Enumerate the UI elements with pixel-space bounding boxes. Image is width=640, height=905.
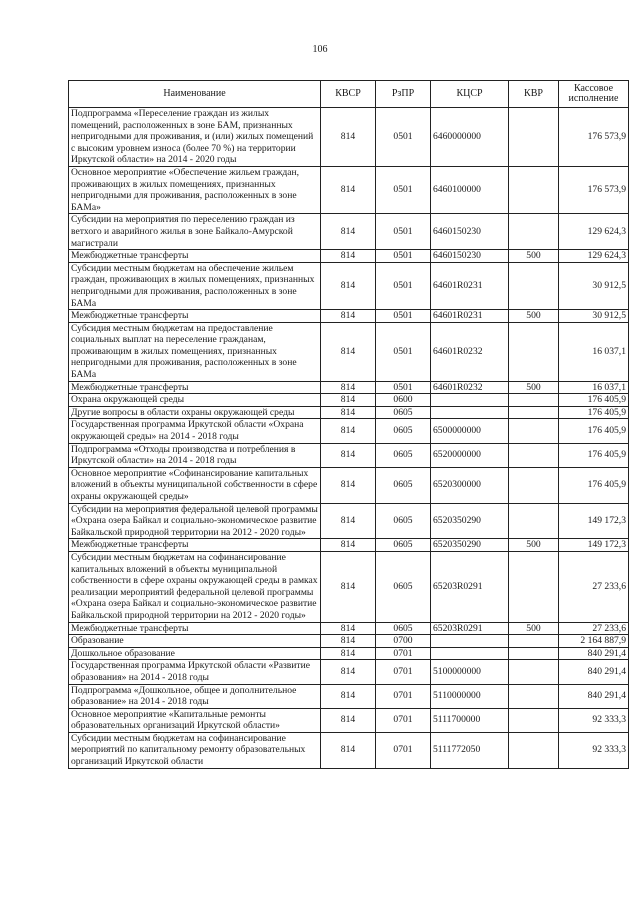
cell-rzpr: 0701 bbox=[376, 708, 431, 732]
cell-name: Субсидии на мероприятия по переселению граждан из ветхого и аварийного жилья в зоне Байкало-Амурской магистрали bbox=[69, 214, 321, 250]
cell-name: Образование bbox=[69, 635, 321, 648]
cell-amount: 176 573,9 bbox=[559, 108, 629, 167]
cell-rzpr: 0501 bbox=[376, 108, 431, 167]
cell-kvsr: 814 bbox=[321, 684, 376, 708]
cell-kcsr bbox=[431, 406, 509, 419]
cell-rzpr: 0501 bbox=[376, 322, 431, 381]
table-row bbox=[69, 622, 629, 635]
header-name: Наименование bbox=[69, 81, 321, 108]
cell-kvr bbox=[509, 108, 559, 167]
cell-rzpr: 0501 bbox=[376, 250, 431, 263]
cell-name: Другие вопросы в области охраны окружающей среды bbox=[69, 406, 321, 419]
cell-kcsr: 64601R0232 bbox=[431, 381, 509, 394]
table-row bbox=[69, 310, 629, 323]
cell-kvr bbox=[509, 419, 559, 443]
cell-rzpr: 0501 bbox=[376, 381, 431, 394]
cell-rzpr: 0605 bbox=[376, 406, 431, 419]
cell-rzpr: 0700 bbox=[376, 635, 431, 648]
budget-table bbox=[68, 80, 629, 769]
cell-kvr bbox=[509, 394, 559, 407]
cell-kcsr: 65203R0291 bbox=[431, 551, 509, 622]
cell-kvr bbox=[509, 647, 559, 660]
cell-kvr: 500 bbox=[509, 250, 559, 263]
cell-amount: 27 233,6 bbox=[559, 622, 629, 635]
cell-kvsr: 814 bbox=[321, 503, 376, 539]
cell-amount: 27 233,6 bbox=[559, 551, 629, 622]
cell-name: Подпрограмма «Отходы производства и потребления в Иркутской области» на 2014 - 2018 годы bbox=[69, 443, 321, 467]
table-row bbox=[69, 250, 629, 263]
cell-amount: 176 405,9 bbox=[559, 467, 629, 503]
table-row bbox=[69, 394, 629, 407]
table-row bbox=[69, 647, 629, 660]
cell-kvsr: 814 bbox=[321, 322, 376, 381]
cell-kvr bbox=[509, 732, 559, 768]
cell-name: Межбюджетные трансферты bbox=[69, 539, 321, 552]
cell-kvr bbox=[509, 684, 559, 708]
header-kcsr: КЦСР bbox=[431, 81, 509, 108]
table-row bbox=[69, 732, 629, 768]
cell-kvsr: 814 bbox=[321, 250, 376, 263]
cell-kcsr: 6500000000 bbox=[431, 419, 509, 443]
cell-kcsr: 5100000000 bbox=[431, 660, 509, 684]
cell-kcsr bbox=[431, 647, 509, 660]
cell-rzpr: 0701 bbox=[376, 684, 431, 708]
cell-kvr bbox=[509, 166, 559, 213]
cell-amount: 129 624,3 bbox=[559, 250, 629, 263]
cell-rzpr: 0605 bbox=[376, 419, 431, 443]
cell-kcsr: 6460100000 bbox=[431, 166, 509, 213]
cell-kvr: 500 bbox=[509, 539, 559, 552]
cell-kcsr: 64601R0231 bbox=[431, 262, 509, 309]
cell-rzpr: 0605 bbox=[376, 622, 431, 635]
cell-kvsr: 814 bbox=[321, 108, 376, 167]
cell-name: Государственная программа Иркутской области «Развитие образования» на 2014 - 2018 годы bbox=[69, 660, 321, 684]
cell-kvr bbox=[509, 503, 559, 539]
cell-amount: 149 172,3 bbox=[559, 503, 629, 539]
cell-name: Межбюджетные трансферты bbox=[69, 381, 321, 394]
cell-amount: 30 912,5 bbox=[559, 310, 629, 323]
cell-rzpr: 0605 bbox=[376, 551, 431, 622]
table-row bbox=[69, 166, 629, 213]
cell-rzpr: 0501 bbox=[376, 310, 431, 323]
page-number: 106 bbox=[312, 44, 328, 55]
cell-name: Основное мероприятие «Софинансирование капитальных вложений в объекты муниципальной собственности в сфере охраны окружающей среды» bbox=[69, 467, 321, 503]
cell-amount: 176 405,9 bbox=[559, 406, 629, 419]
cell-kcsr: 5111700000 bbox=[431, 708, 509, 732]
cell-kvsr: 814 bbox=[321, 310, 376, 323]
cell-name: Основное мероприятие «Капитальные ремонты образовательных организаций Иркутской области» bbox=[69, 708, 321, 732]
cell-kvsr: 814 bbox=[321, 262, 376, 309]
cell-name: Подпрограмма «Переселение граждан из жилых помещений, расположенных в зоне БАМ, признанных непригодными для проживания, и (или) жилых помещений с высоким уровнем износа (более 70 %) на территории Иркутской области» на 2014 - 2020 годы bbox=[69, 108, 321, 167]
table-row bbox=[69, 467, 629, 503]
cell-amount: 149 172,3 bbox=[559, 539, 629, 552]
header-kassa: Кассовое исполнение bbox=[559, 81, 629, 108]
cell-kcsr: 6520300000 bbox=[431, 467, 509, 503]
table-row bbox=[69, 322, 629, 381]
cell-kvsr: 814 bbox=[321, 708, 376, 732]
cell-name: Субсидии местным бюджетам на софинансирование мероприятий по капитальному ремонту образовательных организаций Иркутской области bbox=[69, 732, 321, 768]
cell-kvsr: 814 bbox=[321, 551, 376, 622]
cell-kvr: 500 bbox=[509, 310, 559, 323]
cell-rzpr: 0605 bbox=[376, 503, 431, 539]
cell-kcsr: 65203R0291 bbox=[431, 622, 509, 635]
cell-amount: 129 624,3 bbox=[559, 214, 629, 250]
cell-amount: 840 291,4 bbox=[559, 684, 629, 708]
cell-kvr bbox=[509, 467, 559, 503]
cell-amount: 176 405,9 bbox=[559, 443, 629, 467]
cell-kvsr: 814 bbox=[321, 622, 376, 635]
cell-rzpr: 0701 bbox=[376, 660, 431, 684]
cell-amount: 840 291,4 bbox=[559, 647, 629, 660]
cell-name: Субсидии местным бюджетам на софинансирование капитальных вложений в объекты муниципальной собственности в сфере охраны окружающей среды в рамках реализации мероприятий федеральной целевой программы «Охрана озера Байкал и социально-экономическое развитие Байкальской природной территории на 2012 - 2020 годы» bbox=[69, 551, 321, 622]
cell-kcsr bbox=[431, 394, 509, 407]
table-body bbox=[69, 108, 629, 769]
header-kvr: КВР bbox=[509, 81, 559, 108]
cell-kcsr: 6460150230 bbox=[431, 250, 509, 263]
cell-kvsr: 814 bbox=[321, 166, 376, 213]
cell-rzpr: 0501 bbox=[376, 262, 431, 309]
cell-amount: 92 333,3 bbox=[559, 708, 629, 732]
cell-name: Субсидии местным бюджетам на обеспечение жильем граждан, проживающих в жилых помещениях, признанных непригодными для проживания, расположенных в зоне БАМа bbox=[69, 262, 321, 309]
cell-name: Подпрограмма «Дошкольное, общее и дополнительное образование» на 2014 - 2018 годы bbox=[69, 684, 321, 708]
cell-amount: 176 405,9 bbox=[559, 394, 629, 407]
cell-kvsr: 814 bbox=[321, 635, 376, 648]
cell-kvsr: 814 bbox=[321, 539, 376, 552]
table-row bbox=[69, 262, 629, 309]
cell-amount: 840 291,4 bbox=[559, 660, 629, 684]
table-row bbox=[69, 503, 629, 539]
cell-kcsr: 6520000000 bbox=[431, 443, 509, 467]
cell-kvsr: 814 bbox=[321, 443, 376, 467]
cell-name: Охрана окружающей среды bbox=[69, 394, 321, 407]
cell-kcsr bbox=[431, 635, 509, 648]
cell-kvsr: 814 bbox=[321, 732, 376, 768]
table-row bbox=[69, 443, 629, 467]
cell-rzpr: 0701 bbox=[376, 647, 431, 660]
cell-rzpr: 0600 bbox=[376, 394, 431, 407]
table-row bbox=[69, 708, 629, 732]
cell-kvr: 500 bbox=[509, 381, 559, 394]
cell-amount: 92 333,3 bbox=[559, 732, 629, 768]
cell-amount: 16 037,1 bbox=[559, 322, 629, 381]
table-row bbox=[69, 419, 629, 443]
cell-rzpr: 0701 bbox=[376, 732, 431, 768]
table-row bbox=[69, 684, 629, 708]
cell-kcsr: 6460000000 bbox=[431, 108, 509, 167]
cell-name: Основное мероприятие «Обеспечение жильем граждан, проживающих в жилых помещениях, признанных непригодными для проживания, расположенных в зоне БАМа» bbox=[69, 166, 321, 213]
cell-kvr bbox=[509, 660, 559, 684]
table-row bbox=[69, 551, 629, 622]
cell-kvr bbox=[509, 406, 559, 419]
cell-amount: 176 405,9 bbox=[559, 419, 629, 443]
cell-kvsr: 814 bbox=[321, 394, 376, 407]
cell-amount: 176 573,9 bbox=[559, 166, 629, 213]
cell-kvsr: 814 bbox=[321, 214, 376, 250]
cell-kvr bbox=[509, 322, 559, 381]
cell-rzpr: 0605 bbox=[376, 539, 431, 552]
cell-name: Субсидия местным бюджетам на предоставление социальных выплат на переселение гражданам, проживающим в жилых помещениях, признанных непригодными для проживания, расположенных в зоне БАМа bbox=[69, 322, 321, 381]
cell-kvr bbox=[509, 262, 559, 309]
cell-amount: 16 037,1 bbox=[559, 381, 629, 394]
table-row bbox=[69, 635, 629, 648]
cell-amount: 30 912,5 bbox=[559, 262, 629, 309]
cell-kcsr: 64601R0232 bbox=[431, 322, 509, 381]
cell-rzpr: 0605 bbox=[376, 443, 431, 467]
cell-kvr bbox=[509, 635, 559, 648]
table-row bbox=[69, 406, 629, 419]
cell-kcsr: 6520350290 bbox=[431, 503, 509, 539]
cell-kcsr: 64601R0231 bbox=[431, 310, 509, 323]
cell-kcsr: 5110000000 bbox=[431, 684, 509, 708]
cell-name: Государственная программа Иркутской области «Охрана окружающей среды» на 2014 - 2018 годы bbox=[69, 419, 321, 443]
cell-name: Субсидии на мероприятия федеральной целевой программы «Охрана озера Байкал и социально-экономическое развитие Байкальской природной территории на 2012 - 2020 годы» bbox=[69, 503, 321, 539]
cell-kcsr: 6460150230 bbox=[431, 214, 509, 250]
cell-kvr bbox=[509, 551, 559, 622]
cell-name: Дошкольное образование bbox=[69, 647, 321, 660]
cell-rzpr: 0501 bbox=[376, 214, 431, 250]
cell-kvsr: 814 bbox=[321, 647, 376, 660]
cell-name: Межбюджетные трансферты bbox=[69, 310, 321, 323]
table-row bbox=[69, 381, 629, 394]
cell-kvr bbox=[509, 708, 559, 732]
header-kvsr: КВСР bbox=[321, 81, 376, 108]
cell-kvsr: 814 bbox=[321, 419, 376, 443]
table-header-row bbox=[69, 81, 629, 108]
header-rzpr: РзПР bbox=[376, 81, 431, 108]
cell-kvsr: 814 bbox=[321, 660, 376, 684]
cell-kcsr: 6520350290 bbox=[431, 539, 509, 552]
cell-kvr: 500 bbox=[509, 622, 559, 635]
table-row bbox=[69, 214, 629, 250]
cell-rzpr: 0605 bbox=[376, 467, 431, 503]
cell-rzpr: 0501 bbox=[376, 166, 431, 213]
cell-kvsr: 814 bbox=[321, 381, 376, 394]
cell-amount: 2 164 887,9 bbox=[559, 635, 629, 648]
table-row bbox=[69, 108, 629, 167]
cell-kcsr: 5111772050 bbox=[431, 732, 509, 768]
cell-kvr bbox=[509, 214, 559, 250]
table-row bbox=[69, 539, 629, 552]
table-row bbox=[69, 660, 629, 684]
cell-kvr bbox=[509, 443, 559, 467]
cell-kvsr: 814 bbox=[321, 467, 376, 503]
cell-name: Межбюджетные трансферты bbox=[69, 250, 321, 263]
cell-kvsr: 814 bbox=[321, 406, 376, 419]
cell-name: Межбюджетные трансферты bbox=[69, 622, 321, 635]
